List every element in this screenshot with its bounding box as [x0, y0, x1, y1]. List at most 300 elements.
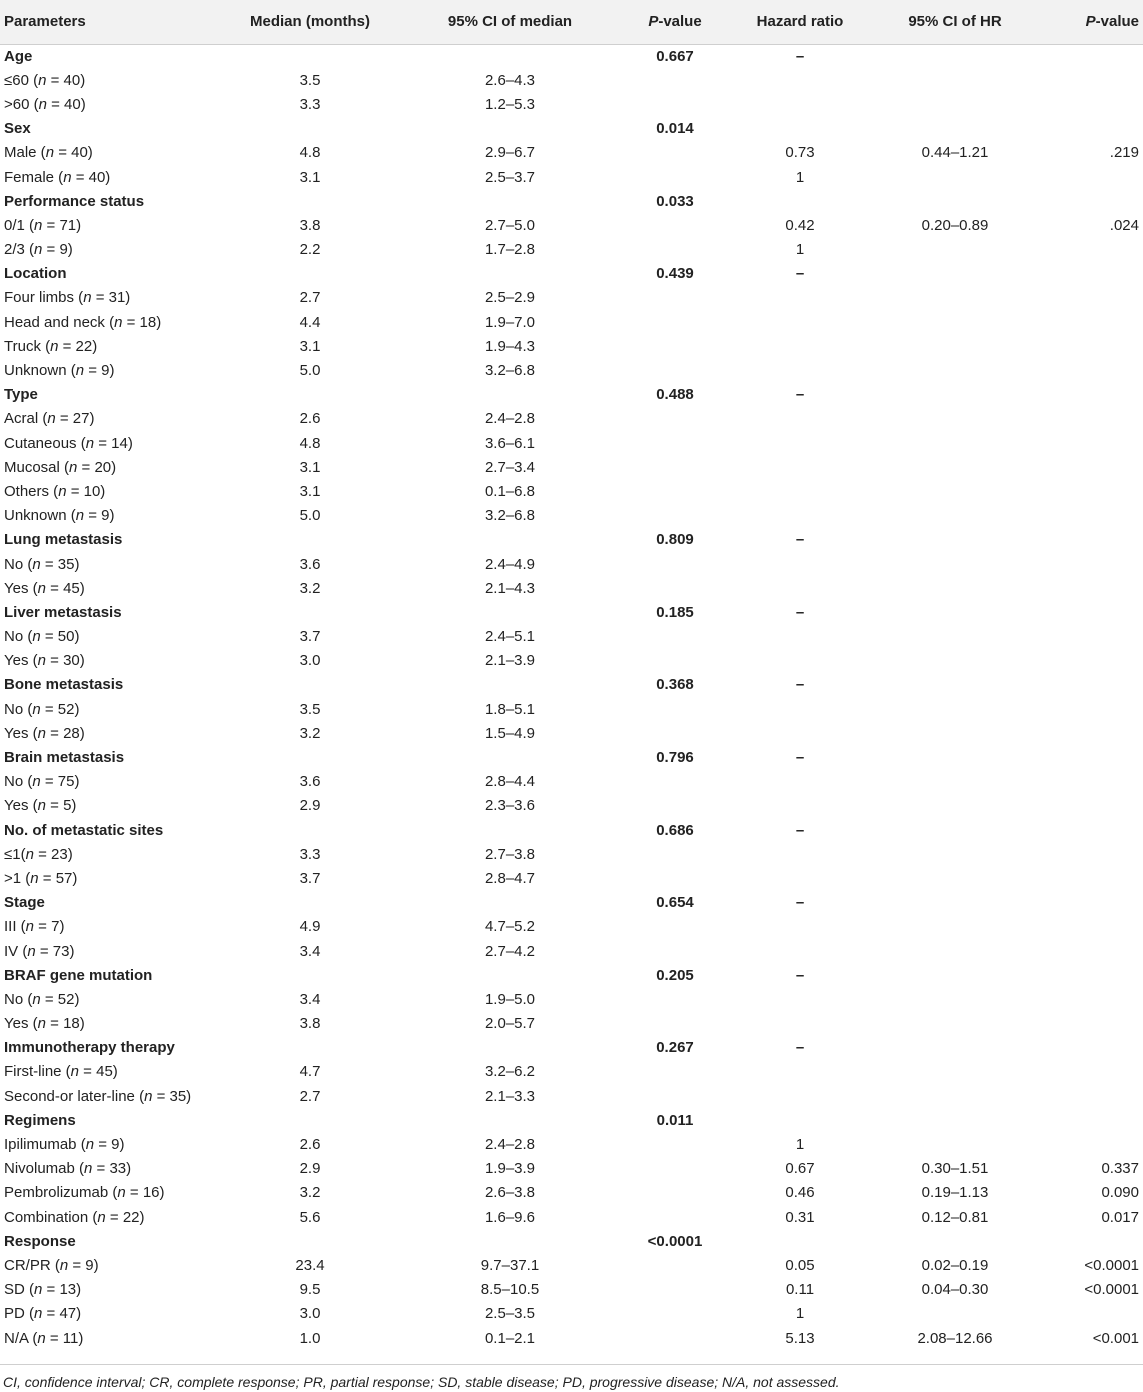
ci-median-cell: 2.1–3.9 [484, 652, 536, 670]
parameter-label: Mucosal ( [4, 458, 70, 476]
group-row [0, 383, 1143, 407]
ci-median-cell: 2.9–6.7 [484, 144, 536, 162]
ci-median-cell: 2.6–3.8 [484, 1184, 536, 1202]
table-row [0, 697, 1143, 721]
group-row [0, 745, 1143, 769]
parameter-label: Truck ( [4, 337, 51, 355]
hazard-ratio-cell: – [795, 265, 805, 283]
p-value-hr-cell [1040, 939, 1143, 963]
p-value-hr-cell [1040, 528, 1143, 552]
ci-hr-cell [870, 68, 1040, 92]
p-value-hr-cell [1040, 794, 1143, 818]
ci-hr-cell [870, 1132, 1040, 1156]
hazard-ratio-cell: 1 [795, 1136, 805, 1154]
table-row [0, 68, 1143, 92]
p-value-hr-cell [1040, 721, 1143, 745]
ci-hr-cell [870, 334, 1040, 358]
p-value-cell: 0.796 [656, 749, 694, 767]
hazard-ratio-cell: – [795, 386, 805, 404]
ci-hr-cell [870, 528, 1040, 552]
ci-median-cell: 2.3–3.6 [484, 797, 536, 815]
median-cell: 4.9 [299, 918, 321, 936]
parameter-cell [0, 479, 220, 503]
median-cell [220, 383, 400, 407]
parameter-cell [0, 1326, 220, 1350]
parameter-label: No ( [4, 555, 33, 573]
p-value-hr-cell [1040, 68, 1143, 92]
ci-median-cell: 2.1–3.3 [484, 1087, 536, 1105]
p-value-hr-cell: .219 [1109, 144, 1139, 162]
median-cell: 3.8 [299, 1015, 321, 1033]
table-row [0, 1278, 1143, 1302]
table-row [0, 286, 1143, 310]
parameter-label: Cutaneous ( [4, 434, 86, 452]
ci-median-cell: 2.6–4.3 [484, 71, 536, 89]
p-value-cell: 0.686 [656, 821, 694, 839]
n-count: = 31) [91, 289, 131, 307]
p-value-cell [620, 431, 730, 455]
p-value-hr-cell [1040, 600, 1143, 624]
median-cell: 5.0 [299, 507, 321, 525]
median-cell: 2.2 [299, 241, 321, 259]
ci-hr-cell: 2.08–12.66 [917, 1329, 993, 1347]
parameter-cell [0, 92, 220, 116]
median-cell: 3.5 [299, 71, 321, 89]
group-label: Age [4, 47, 33, 65]
p-value-cell [620, 1205, 730, 1229]
table-row [0, 1060, 1143, 1084]
p-value-hr-cell: 0.090 [1101, 1184, 1139, 1202]
ci-hr-cell [870, 770, 1040, 794]
table-row [0, 334, 1143, 358]
ci-median-cell [400, 600, 620, 624]
ci-hr-cell [870, 504, 1040, 528]
median-cell: 2.6 [299, 410, 321, 428]
group-row [0, 528, 1143, 552]
hazard-ratio-cell: 0.31 [785, 1208, 815, 1226]
p-value-cell: 0.488 [656, 386, 694, 404]
ci-hr-cell [870, 576, 1040, 600]
p-value-cell [620, 1326, 730, 1350]
p-value-hr-cell [1040, 987, 1143, 1011]
n-symbol: n [45, 144, 55, 162]
p-value-cell [620, 455, 730, 479]
p-value-hr-cell [1040, 358, 1143, 382]
median-cell [220, 44, 400, 68]
n-count: = 71) [42, 216, 82, 234]
table-row [0, 576, 1143, 600]
ci-median-cell: 3.6–6.1 [484, 434, 536, 452]
parameter-cell [0, 939, 220, 963]
parameter-label: SD ( [4, 1281, 34, 1299]
hazard-ratio-cell [730, 68, 870, 92]
p-value-hr-cell [1040, 1229, 1143, 1253]
table-footnote: CI, confidence interval; CR, complete response; PR, partial response; SD, stable disease; PD, progressive disease; N/A, not assessed. [3, 1374, 840, 1390]
group-label: Brain metastasis [4, 749, 125, 767]
parameter-label: Unknown ( [4, 362, 76, 380]
p-value-cell [620, 358, 730, 382]
p-value-hr-cell [1040, 92, 1143, 116]
p-value-hr-cell [1040, 383, 1143, 407]
parameter-label: Others ( [4, 482, 59, 500]
p-value-cell [620, 576, 730, 600]
table-row [0, 552, 1143, 576]
parameter-label: Four limbs ( [4, 289, 84, 307]
hazard-ratio-cell: 0.46 [785, 1184, 815, 1202]
group-label: Stage [4, 894, 45, 912]
ci-median-cell [400, 44, 620, 68]
parameter-label: N/A ( [4, 1329, 38, 1347]
ci-hr-cell [870, 1036, 1040, 1060]
parameter-label: Yes ( [4, 579, 38, 597]
median-cell: 3.4 [299, 990, 321, 1008]
col-header-median: Median (months) [250, 13, 370, 31]
median-cell [220, 963, 400, 987]
group-label: Bone metastasis [4, 676, 124, 694]
p-value-cell [620, 625, 730, 649]
ci-hr-cell [870, 310, 1040, 334]
n-symbol: n [114, 313, 123, 331]
ci-hr-cell [870, 238, 1040, 262]
parameter-label: >60 ( [4, 95, 39, 113]
ci-hr-cell: 0.12–0.81 [921, 1208, 989, 1226]
group-label: Lung metastasis [4, 531, 123, 549]
n-symbol: n [75, 362, 85, 380]
n-count: = 14) [94, 434, 133, 452]
n-symbol: n [30, 869, 39, 887]
hazard-ratio-cell [730, 286, 870, 310]
ci-median-cell: 2.7–3.4 [484, 458, 536, 476]
table-row [0, 794, 1143, 818]
n-count: = 47) [42, 1305, 82, 1323]
hazard-ratio-cell: 0.73 [785, 144, 815, 162]
median-cell: 3.6 [299, 555, 321, 573]
table-row [0, 92, 1143, 116]
parameter-cell [0, 987, 220, 1011]
table-row [0, 1326, 1143, 1350]
n-symbol: n [59, 1256, 69, 1274]
n-symbol: n [144, 1087, 153, 1105]
ci-hr-cell [870, 1084, 1040, 1108]
n-symbol: n [50, 337, 59, 355]
ci-median-cell: 1.5–4.9 [484, 724, 536, 742]
parameter-cell [0, 504, 220, 528]
n-symbol: n [37, 797, 46, 815]
ci-hr-cell [870, 1302, 1040, 1326]
median-cell: 4.7 [299, 1063, 321, 1081]
table-row [0, 407, 1143, 431]
hazard-ratio-cell [730, 697, 870, 721]
p-value-hr-cell [1040, 915, 1143, 939]
ci-hr-cell [870, 818, 1040, 842]
ci-median-cell [400, 818, 620, 842]
parameter-cell [0, 238, 220, 262]
n-symbol: n [37, 1329, 46, 1347]
ci-median-cell: 1.7–2.8 [484, 241, 536, 259]
p-value-hr-cell [1040, 1060, 1143, 1084]
hazard-ratio-cell [730, 576, 870, 600]
ci-hr-cell: 0.44–1.21 [921, 144, 989, 162]
col-header-ci-median: 95% CI of median [447, 13, 573, 31]
table-row [0, 165, 1143, 189]
ci-hr-cell [870, 189, 1040, 213]
parameter-cell [0, 915, 220, 939]
parameter-cell [0, 649, 220, 673]
col-header-parameters: Parameters [4, 13, 86, 31]
n-symbol: n [37, 579, 46, 597]
p-value-cell [620, 721, 730, 745]
p-value-cell [620, 334, 730, 358]
ci-hr-cell [870, 721, 1040, 745]
median-cell: 3.1 [299, 168, 321, 186]
table-row [0, 1205, 1143, 1229]
ci-median-cell: 2.4–4.9 [484, 555, 536, 573]
group-row [0, 600, 1143, 624]
n-symbol: n [117, 1184, 126, 1202]
n-count: = 75) [40, 773, 80, 791]
table-row [0, 939, 1143, 963]
median-cell: 3.0 [299, 1305, 321, 1323]
p-value-hr-cell [1040, 165, 1143, 189]
hazard-ratio-cell: 5.13 [785, 1329, 815, 1347]
parameter-label: >1 ( [4, 869, 31, 887]
p-value-hr-cell [1040, 649, 1143, 673]
hazard-ratio-cell: 1 [795, 168, 805, 186]
hazard-ratio-cell [730, 358, 870, 382]
n-count: = 52) [40, 700, 80, 718]
p-value-cell: 0.809 [656, 531, 694, 549]
ci-median-cell: 2.4–5.1 [484, 628, 536, 646]
p-value-cell [620, 866, 730, 890]
p-value-cell: <0.0001 [647, 1232, 703, 1250]
n-symbol: n [83, 289, 92, 307]
median-cell: 3.0 [299, 652, 321, 670]
median-cell: 3.1 [299, 482, 321, 500]
parameter-label: PD ( [4, 1305, 34, 1323]
parameter-cell [0, 1205, 220, 1229]
ci-hr-cell: 0.04–0.30 [921, 1281, 989, 1299]
ci-median-cell: 2.0–5.7 [484, 1015, 536, 1033]
p-value-hr-cell [1040, 770, 1143, 794]
ci-hr-cell: 0.02–0.19 [921, 1256, 989, 1274]
hazard-ratio-cell [730, 770, 870, 794]
median-cell: 4.8 [299, 434, 321, 452]
hazard-ratio-cell: 1 [795, 241, 805, 259]
p-value-hr-cell [1040, 963, 1143, 987]
ci-median-cell [400, 963, 620, 987]
hazard-ratio-cell [730, 407, 870, 431]
parameter-label: Acral ( [4, 410, 48, 428]
hazard-ratio-cell: 1 [795, 1305, 805, 1323]
median-cell: 3.8 [299, 216, 321, 234]
hazard-ratio-cell [730, 1084, 870, 1108]
ci-hr-cell [870, 625, 1040, 649]
n-count: = 40) [71, 168, 111, 186]
n-symbol: n [34, 1281, 43, 1299]
median-cell: 2.7 [299, 289, 321, 307]
group-label: Location [4, 265, 67, 283]
ci-hr-cell: 0.19–1.13 [921, 1184, 989, 1202]
parameter-cell [0, 1302, 220, 1326]
p-value-hr-cell [1040, 697, 1143, 721]
median-cell [220, 891, 400, 915]
parameter-cell [0, 576, 220, 600]
p-value-cell [620, 310, 730, 334]
parameter-cell [0, 68, 220, 92]
n-count: = 30) [45, 652, 85, 670]
group-row [0, 963, 1143, 987]
n-count: = 40) [46, 71, 86, 89]
ci-hr-cell [870, 262, 1040, 286]
p-value-hr-cell [1040, 673, 1143, 697]
parameter-label: ≤1( [4, 845, 26, 863]
n-symbol: n [37, 724, 46, 742]
p-value-hr-cell [1040, 310, 1143, 334]
col-header-p-value-hr: P-value [1085, 13, 1139, 31]
ci-median-cell: 2.4–2.8 [484, 1136, 536, 1154]
parameter-cell [0, 866, 220, 890]
parameter-cell [0, 1060, 220, 1084]
n-count: = 33) [92, 1160, 132, 1178]
parameter-cell [0, 407, 220, 431]
table-header-row [0, 0, 1143, 44]
ci-median-cell: 4.7–5.2 [484, 918, 536, 936]
hazard-ratio-cell [730, 1229, 870, 1253]
table-row [0, 649, 1143, 673]
table-row [0, 987, 1143, 1011]
p-value-cell [620, 987, 730, 1011]
hazard-ratio-cell [730, 310, 870, 334]
ci-median-cell [400, 528, 620, 552]
median-cell [220, 117, 400, 141]
hazard-ratio-cell [730, 1012, 870, 1036]
table-row [0, 431, 1143, 455]
table-row [0, 213, 1143, 237]
parameter-label: Yes ( [4, 724, 38, 742]
ci-hr-cell [870, 915, 1040, 939]
median-cell: 2.9 [299, 797, 321, 815]
n-count: = 10) [66, 482, 106, 500]
hazard-ratio-cell [730, 334, 870, 358]
p-value-cell [620, 407, 730, 431]
ci-hr-cell: 0.30–1.51 [921, 1160, 989, 1178]
table-row [0, 1302, 1143, 1326]
hazard-ratio-cell: – [795, 821, 805, 839]
p-value-hr-cell [1040, 455, 1143, 479]
p-value-cell: 0.654 [656, 894, 694, 912]
table-row [0, 866, 1143, 890]
parameter-label: Female ( [4, 168, 64, 186]
ci-median-cell [400, 1229, 620, 1253]
table-row [0, 504, 1143, 528]
p-value-cell [620, 842, 730, 866]
hazard-ratio-cell: – [795, 894, 805, 912]
p-value-cell [620, 1181, 730, 1205]
p-value-hr-cell [1040, 1084, 1143, 1108]
parameter-cell [0, 1253, 220, 1277]
col-header-ci-hr: 95% CI of HR [908, 13, 1002, 31]
n-count: = 50) [40, 628, 80, 646]
p-value-hr-cell [1040, 262, 1143, 286]
p-value-cell [620, 141, 730, 165]
ci-hr-cell [870, 431, 1040, 455]
p-value-hr-cell [1040, 1302, 1143, 1326]
p-value-hr-cell: 0.017 [1101, 1208, 1139, 1226]
ci-median-cell [400, 262, 620, 286]
median-cell: 3.2 [299, 1184, 321, 1202]
n-count: = 28) [45, 724, 85, 742]
median-cell [220, 262, 400, 286]
parameter-cell [0, 697, 220, 721]
median-cell: 3.5 [299, 700, 321, 718]
median-cell: 3.3 [299, 845, 321, 863]
ci-median-cell: 0.1–6.8 [484, 482, 536, 500]
parameter-cell [0, 213, 220, 237]
group-label: Regimens [4, 1111, 76, 1129]
p-value-hr-cell [1040, 576, 1143, 600]
ci-median-cell: 2.7–3.8 [484, 845, 536, 863]
p-value-hr-cell [1040, 479, 1143, 503]
hazard-ratio-cell: – [795, 47, 805, 65]
n-count: = 16) [125, 1184, 165, 1202]
n-symbol: n [27, 942, 36, 960]
parameter-label: Unknown ( [4, 507, 76, 525]
parameter-label: Yes ( [4, 1015, 38, 1033]
p-value-cell [620, 165, 730, 189]
hazard-ratio-cell [730, 504, 870, 528]
p-value-hr-cell [1040, 431, 1143, 455]
ci-median-cell [400, 383, 620, 407]
table-row [0, 455, 1143, 479]
n-count: = 9) [84, 362, 115, 380]
n-count: = 35) [152, 1087, 192, 1105]
p-value-hr-cell [1040, 891, 1143, 915]
p-value-cell: 0.368 [656, 676, 694, 694]
hazard-ratio-cell: – [795, 749, 805, 767]
ci-median-cell: 8.5–10.5 [480, 1281, 540, 1299]
table-row [0, 721, 1143, 745]
hazard-ratio-cell: 0.67 [785, 1160, 815, 1178]
group-label: BRAF gene mutation [4, 966, 153, 984]
parameter-label: 0/1 ( [4, 216, 35, 234]
p-value-cell: 0.014 [656, 120, 694, 138]
ci-median-cell: 1.9–7.0 [484, 313, 536, 331]
median-cell: 3.2 [299, 724, 321, 742]
hazard-ratio-cell [730, 92, 870, 116]
ci-median-cell: 3.2–6.8 [484, 507, 536, 525]
ci-median-cell: 3.2–6.8 [484, 362, 536, 380]
parameter-label: No ( [4, 990, 33, 1008]
n-symbol: n [34, 216, 43, 234]
n-count: = 13) [42, 1281, 82, 1299]
n-symbol: n [34, 1305, 43, 1323]
p-value-hr-cell [1040, 745, 1143, 769]
n-symbol: n [85, 1136, 95, 1154]
n-count: = 9) [42, 241, 73, 259]
n-symbol: n [32, 555, 41, 573]
n-symbol: n [25, 845, 34, 863]
table-row [0, 310, 1143, 334]
median-cell [220, 745, 400, 769]
parameter-label: Second-or later-line ( [4, 1087, 145, 1105]
hazard-ratio-cell [730, 431, 870, 455]
ci-median-cell [400, 673, 620, 697]
hazard-ratio-cell: 0.11 [785, 1281, 815, 1299]
table-bottom-rule [0, 1364, 1143, 1365]
n-symbol: n [75, 507, 85, 525]
ci-median-cell: 9.7–37.1 [480, 1256, 540, 1274]
p-value-cell [620, 1132, 730, 1156]
